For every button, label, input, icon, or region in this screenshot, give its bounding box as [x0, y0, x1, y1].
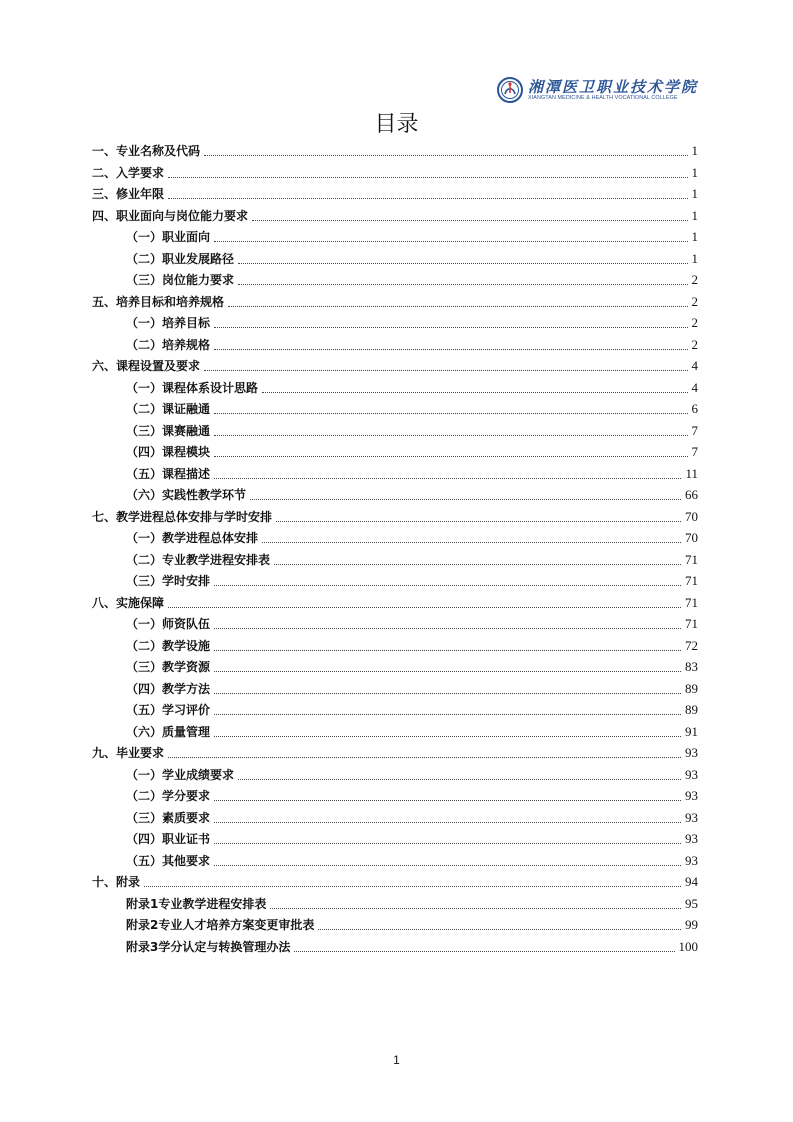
toc-entry[interactable] [126, 698, 698, 718]
toc-dot-leader [204, 154, 687, 156]
toc-dot-leader [238, 778, 681, 780]
toc-entry-page: 2 [691, 294, 698, 309]
toc-entry-page: 83 [685, 659, 698, 674]
toc-entry[interactable] [126, 913, 698, 933]
toc-entry-label: （一）职业面向 [126, 230, 211, 244]
toc-entry[interactable] [92, 505, 698, 525]
toc-entry-page: 2 [691, 337, 698, 352]
toc-entry-page: 93 [685, 810, 698, 825]
toc-entry-label: （四）课程模块 [126, 445, 211, 459]
toc-entry-page: 4 [691, 358, 698, 373]
toc-entry[interactable] [126, 849, 698, 869]
toc-entry[interactable] [126, 806, 698, 826]
toc-dot-leader [318, 928, 681, 930]
toc-dot-leader [168, 197, 687, 199]
toc-dot-leader [238, 283, 687, 285]
toc-entry-page: 71 [685, 616, 698, 631]
toc-entry-page: 1 [691, 165, 698, 180]
toc-entry-label: （二）学分要求 [126, 789, 211, 803]
toc-entry-label: （二）职业发展路径 [126, 252, 235, 266]
toc-entry-label: （五）其他要求 [126, 854, 211, 868]
toc-dot-leader [214, 412, 687, 414]
toc-entry[interactable] [126, 612, 698, 632]
toc-entry[interactable] [126, 268, 698, 288]
toc-entry-label: 三、修业年限 [92, 187, 165, 201]
toc-dot-leader [270, 907, 681, 909]
toc-entry-page: 94 [685, 874, 698, 889]
toc-entry-page: 100 [678, 939, 698, 954]
toc-entry[interactable] [126, 569, 698, 589]
toc-dot-leader [168, 606, 681, 608]
toc-entry-label: （一）学业成绩要求 [126, 768, 235, 782]
toc-entry-page: 93 [685, 745, 698, 760]
toc-dot-leader [214, 799, 681, 801]
toc-dot-leader [238, 262, 687, 264]
toc-entry[interactable] [92, 290, 698, 310]
toc-entry-page: 72 [685, 638, 698, 653]
logo-chinese-name: 湘潭医卫职业技术学院 [528, 77, 699, 96]
toc-dot-leader [214, 649, 681, 651]
toc-entry-page: 1 [691, 229, 698, 244]
toc-entry-label: 九、毕业要求 [92, 746, 165, 760]
toc-entry-page: 1 [691, 186, 698, 201]
toc-entry[interactable] [126, 655, 698, 675]
toc-dot-leader [214, 477, 681, 479]
toc-entry[interactable] [92, 204, 698, 224]
toc-entry[interactable] [126, 376, 698, 396]
toc-entry[interactable] [126, 526, 698, 546]
toc-entry-label: 六、课程设置及要求 [92, 359, 201, 373]
toc-entry-page: 1 [691, 143, 698, 158]
toc-entry[interactable] [126, 784, 698, 804]
toc-entry-label: （二）教学设施 [126, 639, 211, 653]
toc-entry-label: （二）课证融通 [126, 402, 211, 416]
toc-dot-leader [214, 348, 687, 350]
toc-entry-page: 71 [685, 573, 698, 588]
toc-entry[interactable] [92, 182, 698, 202]
toc-entry-label: （一）教学进程总体安排 [126, 531, 259, 545]
toc-entry-page: 71 [685, 552, 698, 567]
toc-dot-leader [214, 670, 681, 672]
toc-entry[interactable] [92, 741, 698, 761]
toc-entry[interactable] [126, 440, 698, 460]
toc-dot-leader [252, 219, 687, 221]
college-logo [497, 73, 699, 107]
toc-entry[interactable] [126, 677, 698, 697]
toc-dot-leader [274, 563, 681, 565]
toc-entry-label: （三）岗位能力要求 [126, 273, 235, 287]
toc-entry-page: 7 [691, 423, 698, 438]
toc-entry-label: 八、实施保障 [92, 596, 165, 610]
toc-dot-leader [294, 950, 674, 952]
toc-dot-leader [214, 326, 687, 328]
toc-entry[interactable] [126, 720, 698, 740]
toc-entry[interactable] [126, 225, 698, 245]
toc-entry-label: （一）培养目标 [126, 316, 211, 330]
toc-entry[interactable] [92, 591, 698, 611]
toc-entry-label: 七、教学进程总体安排与学时安排 [92, 510, 273, 524]
toc-dot-leader [168, 756, 681, 758]
toc-entry-page: 89 [685, 702, 698, 717]
toc-entry[interactable] [92, 354, 698, 374]
toc-entry[interactable] [126, 462, 698, 482]
toc-dot-leader [262, 391, 687, 393]
toc-dot-leader [214, 434, 687, 436]
toc-entry-label: （五）课程描述 [126, 467, 211, 481]
toc-dot-leader [214, 584, 681, 586]
toc-entry[interactable] [126, 483, 698, 503]
toc-entry[interactable] [126, 333, 698, 353]
toc-dot-leader [168, 176, 687, 178]
toc-entry[interactable] [92, 161, 698, 181]
toc-entry-label: （一）师资队伍 [126, 617, 211, 631]
toc-entry-page: 89 [685, 681, 698, 696]
toc-dot-leader [204, 369, 687, 371]
toc-entry[interactable] [126, 548, 698, 568]
page-title: 目录 [374, 112, 419, 137]
toc-dot-leader [276, 520, 681, 522]
toc-entry-label: 五、培养目标和培养规格 [92, 295, 225, 309]
toc-entry-page: 2 [691, 272, 698, 287]
toc-entry-label: （三）教学资源 [126, 660, 211, 674]
toc-entry-label: （二）专业教学进程安排表 [126, 553, 271, 567]
toc-dot-leader [214, 240, 687, 242]
toc-entry[interactable] [126, 247, 698, 267]
toc-dot-leader [214, 735, 681, 737]
toc-entry[interactable] [126, 892, 698, 912]
toc-entry-label: （四）职业证书 [126, 832, 211, 846]
toc-entry[interactable] [126, 419, 698, 439]
toc-entry-page: 93 [685, 853, 698, 868]
toc-entry-page: 91 [685, 724, 698, 739]
toc-entry-page: 93 [685, 831, 698, 846]
toc-entry-label: 二、入学要求 [92, 166, 165, 180]
toc-entry[interactable] [126, 763, 698, 783]
toc-entry[interactable] [92, 870, 698, 890]
toc-entry-page: 11 [685, 466, 698, 481]
toc-entry-label: 四、职业面向与岗位能力要求 [92, 209, 249, 223]
toc-entry-page: 2 [691, 315, 698, 330]
toc-entry[interactable] [126, 827, 698, 847]
toc-entry[interactable] [126, 397, 698, 417]
toc-entry-page: 95 [685, 896, 698, 911]
toc-dot-leader [262, 541, 681, 543]
toc-entry-label: 附录3学分认定与转换管理办法 [126, 940, 291, 954]
toc-entry[interactable] [126, 935, 698, 955]
toc-entry-label: （四）教学方法 [126, 682, 211, 696]
toc-entry-page: 70 [685, 530, 698, 545]
toc-entry-label: （五）学习评价 [126, 703, 211, 717]
toc-entry-label: （三）学时安排 [126, 574, 211, 588]
toc-entry[interactable] [126, 634, 698, 654]
toc-entry-label: 附录1专业教学进程安排表 [126, 897, 267, 911]
toc-entry-label: 附录2专业人才培养方案变更审批表 [126, 918, 315, 932]
toc-entry-page: 1 [691, 208, 698, 223]
toc-entry-page: 70 [685, 509, 698, 524]
toc-entry-page: 71 [685, 595, 698, 610]
toc-entry-label: （三）素质要求 [126, 811, 211, 825]
toc-dot-leader [214, 842, 681, 844]
toc-entry[interactable] [126, 311, 698, 331]
toc-entry[interactable] [92, 139, 698, 159]
toc-dot-leader [250, 498, 681, 500]
page-number: 1 [393, 1053, 400, 1067]
toc-entry-page: 93 [685, 767, 698, 782]
toc-dot-leader [144, 885, 681, 887]
toc-dot-leader [214, 455, 687, 457]
toc-dot-leader [214, 627, 681, 629]
logo-english-name: XIANGTAN MEDICINE & HEALTH VOCATIONAL COLLEGE [528, 94, 678, 101]
toc-dot-leader [214, 821, 681, 823]
toc-dot-leader [228, 305, 687, 307]
toc-entry-page: 4 [691, 380, 698, 395]
toc-entry-page: 1 [691, 251, 698, 266]
toc-entry-label: （一）课程体系设计思路 [126, 381, 259, 395]
toc-entry-label: 一、专业名称及代码 [92, 144, 201, 158]
toc-entry-page: 93 [685, 788, 698, 803]
toc-entry-label: （六）质量管理 [126, 725, 211, 739]
toc-entry-label: （六）实践性教学环节 [126, 488, 247, 502]
toc-entry-label: （三）课赛融通 [126, 424, 211, 438]
toc-dot-leader [214, 864, 681, 866]
college-emblem-icon [497, 77, 523, 103]
toc-dot-leader [214, 713, 681, 715]
toc-entry-page: 6 [691, 401, 698, 416]
toc-entry-label: （二）培养规格 [126, 338, 211, 352]
toc-entry-page: 7 [691, 444, 698, 459]
toc-dot-leader [214, 692, 681, 694]
toc-entry-label: 十、附录 [92, 875, 141, 889]
toc-entry-page: 99 [685, 917, 698, 932]
toc-entry-page: 66 [685, 487, 698, 502]
